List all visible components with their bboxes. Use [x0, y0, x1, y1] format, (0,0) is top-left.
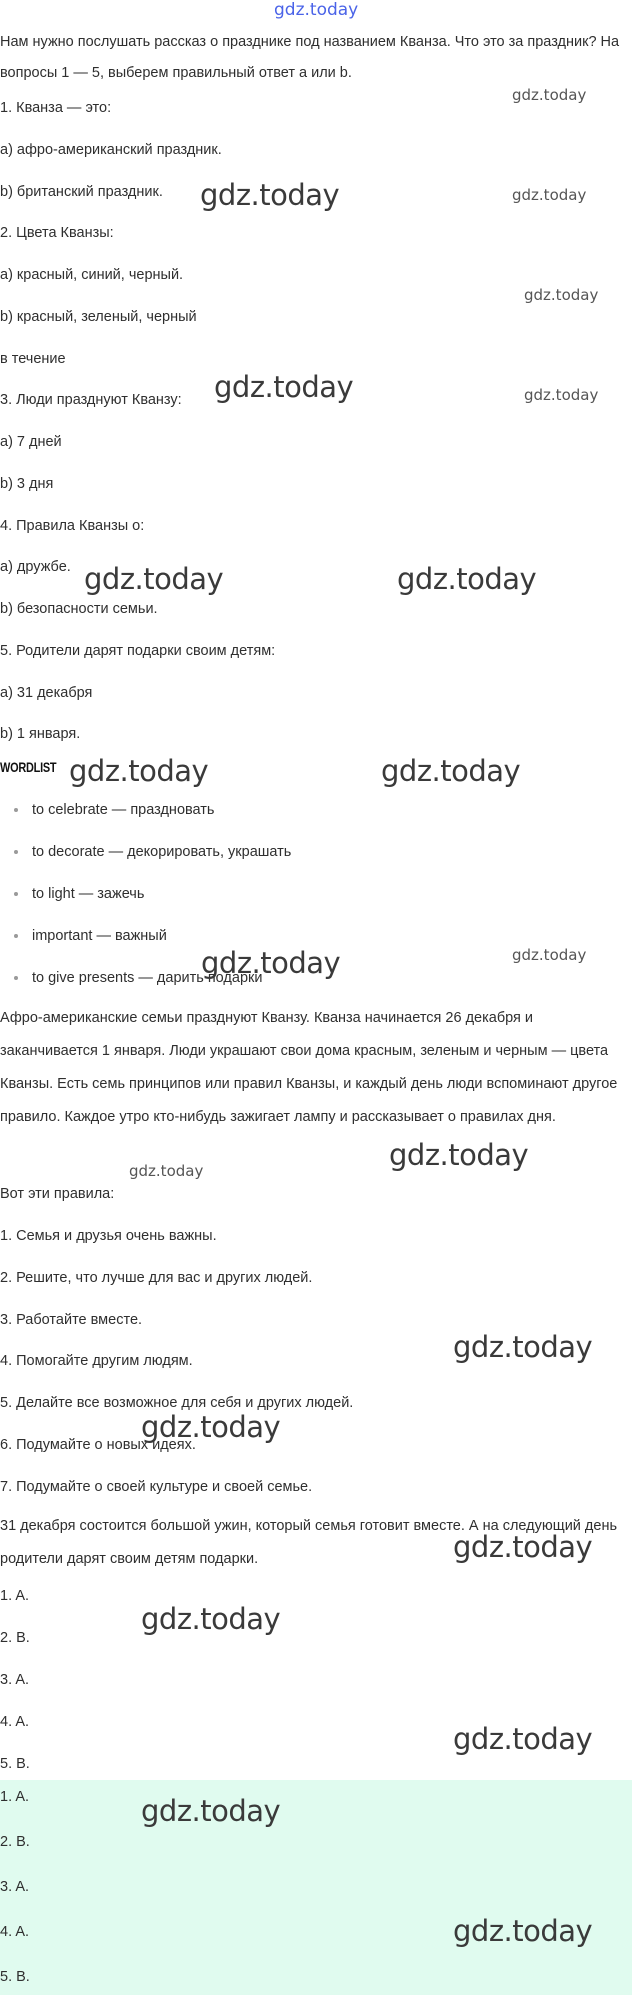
rule-line: 7. Подумайте о своей культуре и своей семье.	[0, 1479, 313, 1495]
wordlist-item-text: to decorate — декорировать, украшать	[32, 844, 292, 860]
bullet-icon	[14, 976, 18, 980]
question-line: a) красный, синий, черный.	[0, 267, 184, 283]
bullet-icon	[14, 808, 18, 812]
wordlist-heading: WORDLIST	[0, 759, 57, 775]
answer-line-highlighted: 1. A.	[0, 1789, 30, 1805]
answer-line-highlighted: 5. B.	[0, 1969, 30, 1985]
question-line: 4. Правила Кванзы о:	[0, 518, 145, 534]
wordlist-item-text: important — важный	[32, 928, 167, 944]
watermark-big: gdz.today	[453, 1530, 593, 1564]
answer-line: 3. A.	[0, 1672, 30, 1688]
question-line: 1. Кванза — это:	[0, 100, 112, 116]
answer-highlight-block	[0, 1780, 632, 1995]
wordlist-item	[32, 800, 291, 842]
watermark-big: gdz.today	[453, 1722, 593, 1756]
question-line: b) безопасности семьи.	[0, 601, 158, 617]
watermark-small: gdz.today	[512, 946, 587, 964]
bullet-icon	[14, 934, 18, 938]
question-line: b) британский праздник.	[0, 184, 163, 200]
answer-line: 2. B.	[0, 1630, 30, 1646]
question-line: b) 1 января.	[0, 726, 81, 742]
answer-line: 1. A.	[0, 1588, 30, 1604]
answer-line-highlighted: 4. A.	[0, 1924, 30, 1940]
watermark-big: gdz.today	[381, 754, 521, 788]
watermark-big: gdz.today	[141, 1794, 281, 1828]
closing-paragraph: 31 декабря состоится большой ужин, который семья готовит вместе. А на следующий день родители дарят своим детям подарки.	[0, 1518, 618, 1567]
watermark-small: gdz.today	[129, 1162, 204, 1180]
watermark-big: gdz.today	[84, 562, 224, 596]
question-line: a) 7 дней	[0, 434, 62, 450]
watermark-big: gdz.today	[397, 562, 537, 596]
bullet-icon	[14, 850, 18, 854]
rules-intro: Вот эти правила:	[0, 1186, 115, 1202]
answer-line-highlighted: 2. B.	[0, 1834, 30, 1850]
bullet-icon	[14, 892, 18, 896]
question-line: в течение	[0, 351, 66, 367]
watermark-big: gdz.today	[69, 754, 209, 788]
rule-line: 2. Решите, что лучше для вас и других людей.	[0, 1270, 313, 1286]
answer-line-highlighted: 3. A.	[0, 1879, 30, 1895]
answer-line: 5. B.	[0, 1756, 30, 1772]
rule-line: 3. Работайте вместе.	[0, 1312, 143, 1328]
wordlist-item-text: to light — зажечь	[32, 886, 145, 902]
rule-line: 1. Семья и друзья очень важны.	[0, 1228, 217, 1244]
rule-line: 6. Подумайте о новых идеях.	[0, 1437, 196, 1453]
question-line: a) афрo-американский праздник.	[0, 142, 222, 158]
question-line: b) 3 дня	[0, 476, 54, 492]
watermark-big: gdz.today	[201, 946, 341, 980]
watermark-small: gdz.today	[524, 386, 599, 404]
watermark-big: gdz.today	[453, 1914, 593, 1948]
watermark-big: gdz.today	[389, 1138, 529, 1172]
question-line: a) дружбе.	[0, 559, 71, 575]
rule-line: 4. Помогайте другим людям.	[0, 1353, 193, 1369]
top-watermark: gdz.today	[274, 0, 359, 20]
watermark-small: gdz.today	[524, 286, 599, 304]
story-paragraph: Афро-американские семьи празднуют Кванзу. Кванза начинается 26 декабря и заканчивается 1 января. Люди украшают свои дома красным, зеленым и черным — цвета Кванзы. Есть семь принципов или правил Кванзы, и каждый день люди вспоминают другое правило. Каждое утро кто-нибудь зажигает лампу и рассказывает о правилах дня.	[0, 1010, 618, 1125]
watermark-small: gdz.today	[512, 86, 587, 104]
intro-paragraph: Нам нужно послушать рассказ о празднике под названием Кванза. Что это за праздник? На вопросы 1 — 5, выберем правильный ответ а или b.	[0, 34, 620, 81]
watermark-big: gdz.today	[141, 1602, 281, 1636]
watermark-big: gdz.today	[141, 1410, 281, 1444]
answer-line: 4. A.	[0, 1714, 30, 1730]
rule-line: 5. Делайте все возможное для себя и других людей.	[0, 1395, 354, 1411]
question-line: 2. Цвета Кванзы:	[0, 225, 114, 241]
question-line: 5. Родители дарят подарки своим детям:	[0, 643, 276, 659]
wordlist-item-text: to celebrate — праздновать	[32, 802, 215, 818]
watermark-big: gdz.today	[453, 1330, 593, 1364]
watermark-big: gdz.today	[200, 178, 340, 212]
wordlist-item	[32, 884, 291, 926]
watermark-big: gdz.today	[214, 370, 354, 404]
wordlist-item-text: to give presents — дарить подарки	[32, 970, 263, 986]
question-line: a) 31 декабря	[0, 685, 93, 701]
watermark-small: gdz.today	[512, 186, 587, 204]
wordlist-item	[32, 842, 291, 884]
question-line: 3. Люди празднуют Кванзу:	[0, 392, 182, 408]
question-line: b) красный, зеленый, черный	[0, 309, 197, 325]
